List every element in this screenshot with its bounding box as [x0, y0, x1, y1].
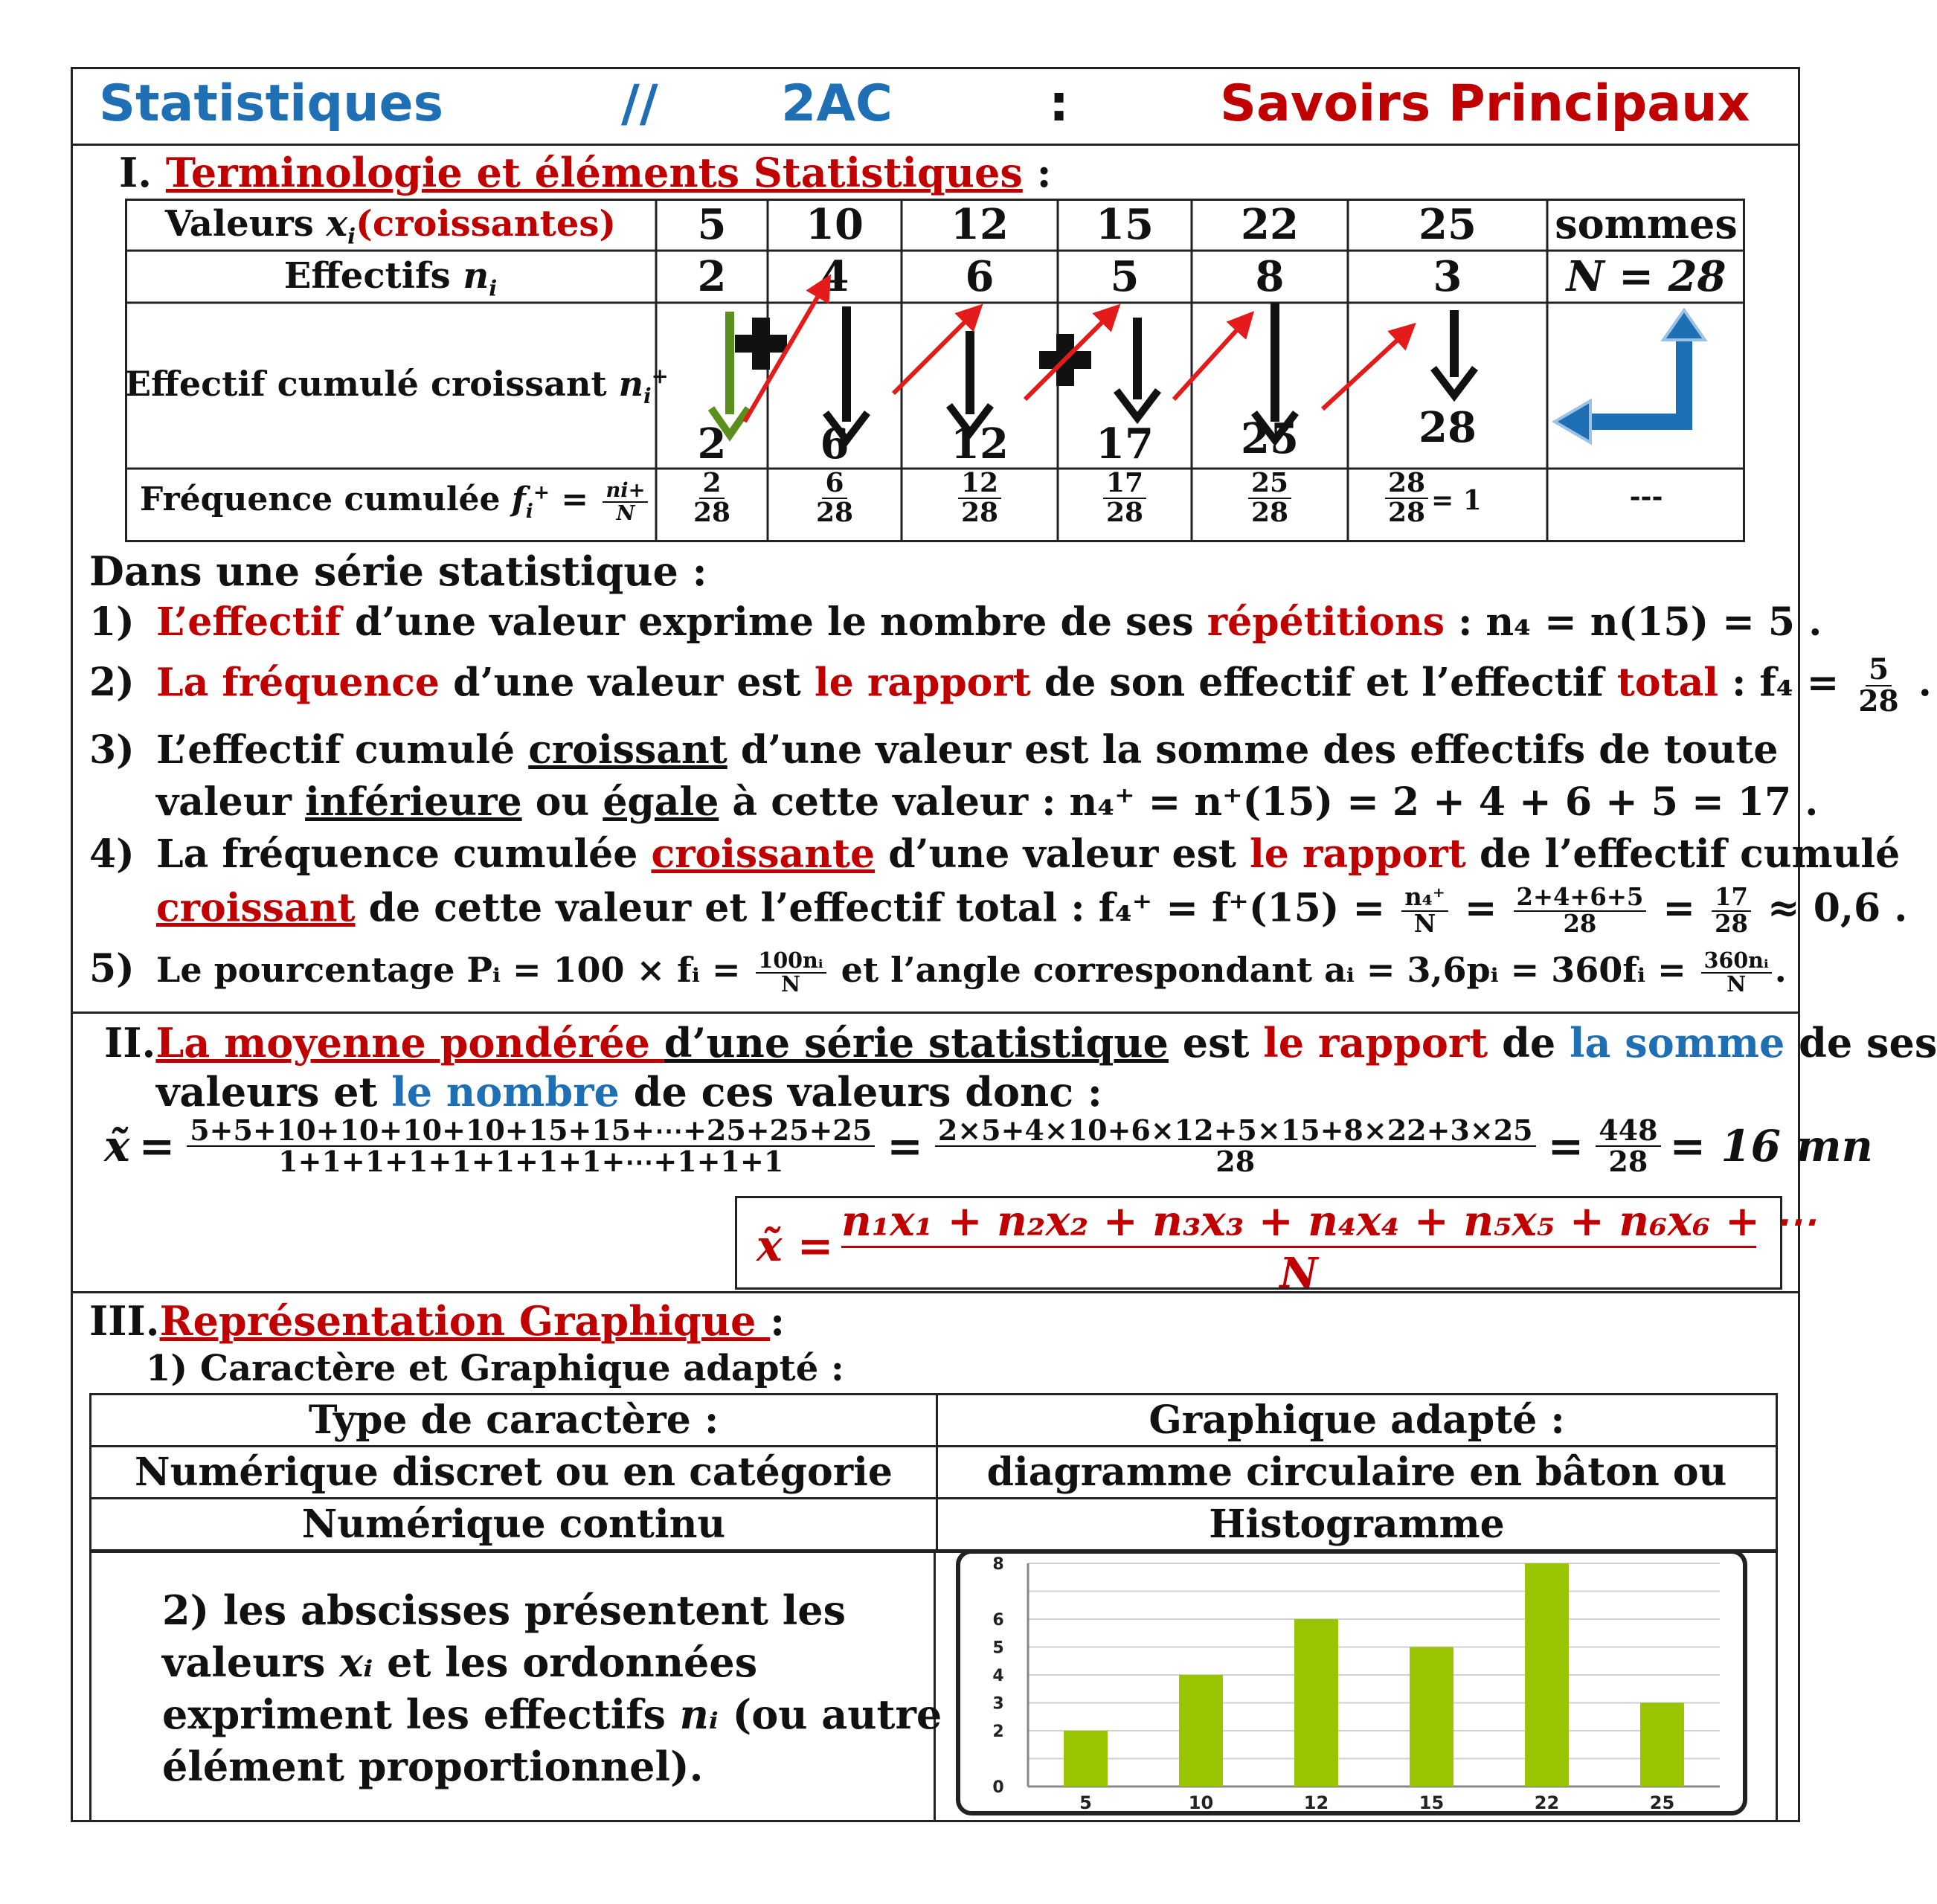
formula-lhs: x̃ = [757, 1220, 834, 1271]
section2-line1: II.La moyenne pondérée d’une série statistique est le rapport de la somme de ses [104, 1019, 1937, 1067]
value-cell: 5 [697, 200, 727, 249]
chart-bar [1525, 1563, 1569, 1786]
divider-section2 [71, 1012, 1800, 1014]
chart-x-tick-label: 5 [1079, 1792, 1092, 1813]
header-title-left: Statistiques [99, 74, 444, 133]
type-cell: Numérique discret ou en catégorie [91, 1447, 937, 1499]
chart-bar [1294, 1619, 1338, 1786]
stats-table [125, 199, 1745, 542]
chart-bar [1410, 1647, 1453, 1787]
value-cell: 15 [1096, 200, 1154, 249]
effectif-cell: 5 [1110, 252, 1140, 301]
row-label-values: Valeurs $x_i(croissantes)$ [164, 203, 617, 249]
chart-y-tick-label: 2 [992, 1723, 1004, 1741]
freq-cell: $\frac{6}{28}$ [815, 467, 854, 528]
chart-x-tick-label: 22 [1534, 1792, 1560, 1813]
cumule-cell: 25 [1241, 414, 1299, 463]
chart-bar [1064, 1731, 1108, 1786]
value-cell: 10 [806, 200, 864, 249]
chart-bar [1640, 1703, 1684, 1787]
cumule-cell: 12 [951, 419, 1009, 469]
fact-2: 2) La fréquence d’une valeur est le rapport de son effectif et l’effectif total : f₄ = $\frac{5}{28}$ . [89, 652, 1932, 718]
graph-header: Graphique adapté : [937, 1395, 1777, 1447]
cumule-cell: 28 [1419, 403, 1477, 452]
value-cell: 22 [1241, 200, 1299, 249]
section1-num: I. [119, 149, 152, 196]
divider-header [71, 144, 1800, 146]
effectif-cell: 6 [965, 252, 995, 301]
sum-header: sommes [1555, 200, 1738, 248]
effectif-cell: 8 [1255, 252, 1285, 301]
cumule-cell: 17 [1096, 419, 1154, 469]
fact-4: 4) La fréquence cumulée croissante d’une valeur est le rapport de l’effectif cumulé [89, 832, 1901, 877]
row-label-freq: Fréquence cumulée $f_i^+$ = $\frac{ni+}{N}$ [140, 480, 656, 524]
section2-line2: valeurs et le nombre de ces valeurs donc : [156, 1068, 1102, 1116]
effectif-cell: 4 [820, 252, 849, 301]
header-colon: : [1049, 74, 1070, 133]
type-table [89, 1393, 1778, 1551]
mean-computation: x̃ = $\frac{5+5+10+10+10+10+15+15+\cdots+25+25+25}{1+1+1+1+1+1+1+1+\cdots+1+1+1}$ = $\frac{2\times 5+4\times 10+6\times 12+5\times 15+8\times 22+3\times 25}{28}$ = $\frac{448}{28}$ = 16 mn [104, 1113, 1873, 1178]
facts-intro: Dans une série statistique : [89, 547, 707, 595]
chart-bar [1179, 1675, 1223, 1786]
sum-value: N = 28 [1566, 252, 1726, 301]
chart-x-tick-label: 10 [1188, 1792, 1214, 1813]
header-level: 2AC [781, 74, 893, 133]
type-header: Type de caractère : [91, 1395, 937, 1447]
header-separator: // [621, 74, 658, 133]
blue-return-arrow-icon [1555, 310, 1705, 443]
type-cell: Numérique continu [91, 1499, 937, 1551]
freq-cell: $\frac{25}{28}$ [1192, 469, 1348, 527]
cumule-cell: 6 [820, 419, 849, 469]
sum-freq: --- [1629, 481, 1663, 512]
graph-cell: diagramme circulaire en bâton ou [937, 1447, 1777, 1499]
chart-y-tick-label: 4 [992, 1667, 1004, 1685]
chart-y-tick-label: 8 [992, 1555, 1004, 1574]
chart-x-tick-label: 15 [1419, 1792, 1445, 1813]
bar-chart [954, 1548, 1750, 1816]
fact-5: 5) Le pourcentage Pᵢ = 100 × fᵢ = $\frac{\text{100nᵢ}}{N}$ et l’angle correspondant aᵢ = 3,6pᵢ = 360fᵢ = $\frac{\text{360nᵢ}}{N}$ . [89, 946, 1787, 997]
freq-cell: $\frac{2}{28}$ [693, 467, 731, 528]
chart-y-tick-label: 0 [992, 1778, 1004, 1797]
value-cell: 25 [1419, 200, 1477, 249]
chart-x-tick-label: 25 [1649, 1792, 1675, 1813]
fact-1: 1) L’effectif d’une valeur exprime le nombre de ses répétitions : n₄ = n(15) = 5 . [89, 599, 1822, 645]
section3-heading: III.Représentation Graphique : [89, 1297, 786, 1345]
graph-cell: Histogramme [937, 1499, 1777, 1551]
formula-numerator: n₁x₁ + n₂x₂ + n₃x₃ + n₄x₄ + n₅x₅ + n₆x₆ + ⋯ [841, 1197, 1756, 1248]
effectif-cell: 3 [1433, 252, 1462, 301]
effectif-cell: 2 [697, 252, 727, 301]
mean-formula-box [735, 1196, 1816, 1298]
value-cell: 12 [951, 200, 1009, 249]
divider-section3 [71, 1291, 1800, 1293]
fact-3-cont: valeur inférieure ou égale à cette valeur : n₄⁺ = n⁺(15) = 2 + 4 + 6 + 5 = 17 . [156, 779, 1819, 825]
chart-y-tick-label: 6 [992, 1611, 1004, 1630]
section3-sub1: 1) Caractère et Graphique adapté : [146, 1348, 844, 1389]
formula-denominator: N [1279, 1249, 1318, 1298]
row-label-cumule: Effectif cumulé croissant $n_i^+$ [125, 364, 669, 409]
section1-colon: : [1022, 149, 1052, 196]
fact-3: 3) L’effectif cumulé croissant d’une valeur est la somme des effectifs de toute [89, 727, 1779, 773]
black-down-arrow-icon [826, 303, 1475, 440]
header-title-right: Savoirs Principaux [1220, 74, 1750, 133]
fact-4-cont: croissant de cette valeur et l’effectif total : f₄⁺ = f⁺(15) = $\frac{\text{n₄⁺}}{N}$ = $\frac{2+4+6+5}{28}$ = $\frac{17}{28}$ ≈ 0,6 . [156, 883, 1908, 938]
freq-cell: $\frac{17}{28}$ [1058, 469, 1192, 527]
chart-y-tick-label: 5 [992, 1638, 1004, 1658]
freq-cell: $\frac{28}{28}$ = 1 [1382, 469, 1547, 527]
green-down-arrow-icon [711, 312, 748, 435]
cumule-cell: 2 [697, 419, 727, 469]
chart-x-tick-label: 12 [1303, 1792, 1329, 1813]
section3-paragraph: 2) les abscisses présentent les valeurs xᵢ et les ordonnées expriment les effectifs nᵢ (ou autre élément proportionnel). [162, 1586, 942, 1790]
chart-y-tick-label: 3 [992, 1694, 1004, 1714]
freq-cell: $\frac{12}{28}$ [902, 469, 1058, 527]
section1-title: Terminologie et éléments Statistiques [165, 149, 1023, 196]
section1-heading [119, 149, 1052, 196]
row-label-effectifs: Effectifs $n_i$ [283, 255, 498, 301]
